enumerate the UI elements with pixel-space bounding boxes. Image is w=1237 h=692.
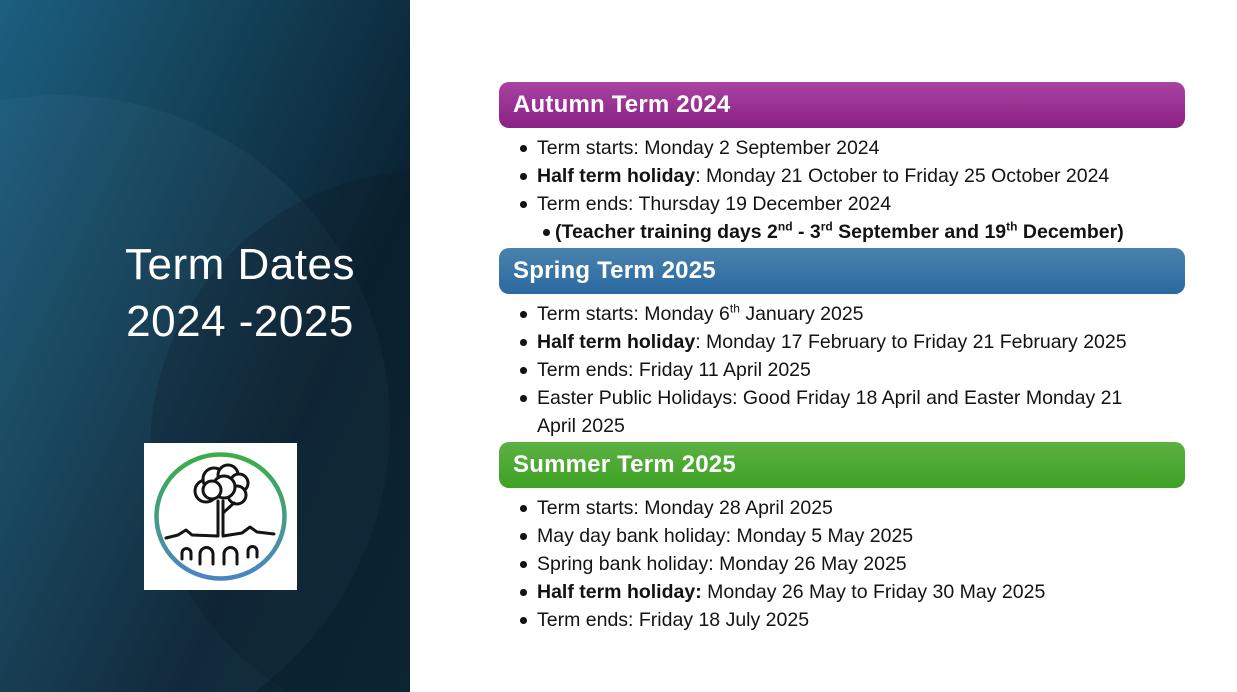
section-list-summer-term-2025 [499, 488, 1185, 636]
list-item [499, 550, 1185, 578]
section-header-summer-term-2025 [499, 442, 1185, 488]
school-logo [144, 443, 297, 590]
list-item [499, 134, 1185, 162]
list-item-text: September and 19 [832, 221, 1007, 243]
section-list-spring-term-2025 [499, 294, 1185, 442]
list-item-text: May day bank holiday: Monday 5 May 2025 [537, 525, 914, 547]
list-item [499, 356, 1185, 384]
list-item-text: th [729, 301, 740, 316]
list-item-text: December) [1017, 221, 1124, 243]
list-item-text: Term starts: Monday 28 April 2025 [537, 497, 833, 519]
list-item-text: nd [777, 219, 793, 234]
list-item-text: Monday 26 May to Friday 30 May 2025 [701, 581, 1046, 603]
section-title: Spring Term 2025 [513, 257, 716, 284]
list-item [499, 578, 1185, 606]
list-item-text: : Monday 17 February to Friday 21 February 2025 [695, 331, 1127, 353]
list-item [499, 384, 1185, 440]
list-item-text: th [1006, 219, 1018, 234]
section-title: Autumn Term 2024 [513, 91, 731, 118]
section-header-autumn-term-2024 [499, 82, 1185, 128]
list-item [499, 300, 1185, 328]
list-item-text: Term ends: Thursday 19 December 2024 [537, 193, 892, 215]
list-item-text: (Teacher training days 2 [555, 221, 778, 243]
list-item-text: Half term holiday [537, 331, 696, 353]
list-item [499, 522, 1185, 550]
list-item-text: Term ends: Friday 18 July 2025 [537, 609, 810, 631]
sections-container [499, 82, 1185, 636]
list-item [499, 190, 1185, 218]
list-item-text: Half term holiday: [537, 581, 702, 603]
list-item-text: rd [820, 219, 833, 234]
section-header-spring-term-2025 [499, 248, 1185, 294]
list-item-text: Term starts: Monday 6 [537, 303, 730, 325]
sidebar [0, 0, 410, 692]
slide-title [70, 236, 410, 350]
section-title: Summer Term 2025 [513, 451, 736, 478]
list-item-text: January 2025 [739, 303, 864, 325]
list-item [499, 162, 1185, 190]
list-item [499, 328, 1185, 356]
list-item-text: : Monday 21 October to Friday 25 October 2024 [695, 165, 1110, 187]
list-item-text: - 3 [792, 221, 821, 243]
section-list-autumn-term-2024 [499, 128, 1185, 248]
slide-title-line-1: Term Dates [125, 240, 355, 289]
list-item-text: Term ends: Friday 11 April 2025 [537, 359, 811, 381]
slide-title-line-2: 2024 -2025 [126, 297, 354, 346]
list-item-text: Term starts: Monday 2 September 2024 [537, 137, 880, 159]
list-item-text: Spring bank holiday: Monday 26 May 2025 [537, 553, 907, 575]
list-item-text: Half term holiday [537, 165, 696, 187]
list-item [499, 494, 1185, 522]
tree-bridge-logo-icon [144, 443, 297, 590]
list-item [499, 606, 1185, 634]
list-item [499, 218, 1185, 246]
list-item-text: April 2025 [537, 415, 625, 437]
list-item-text: Easter Public Holidays: Good Friday 18 April and Easter Monday 21 [537, 387, 1123, 409]
